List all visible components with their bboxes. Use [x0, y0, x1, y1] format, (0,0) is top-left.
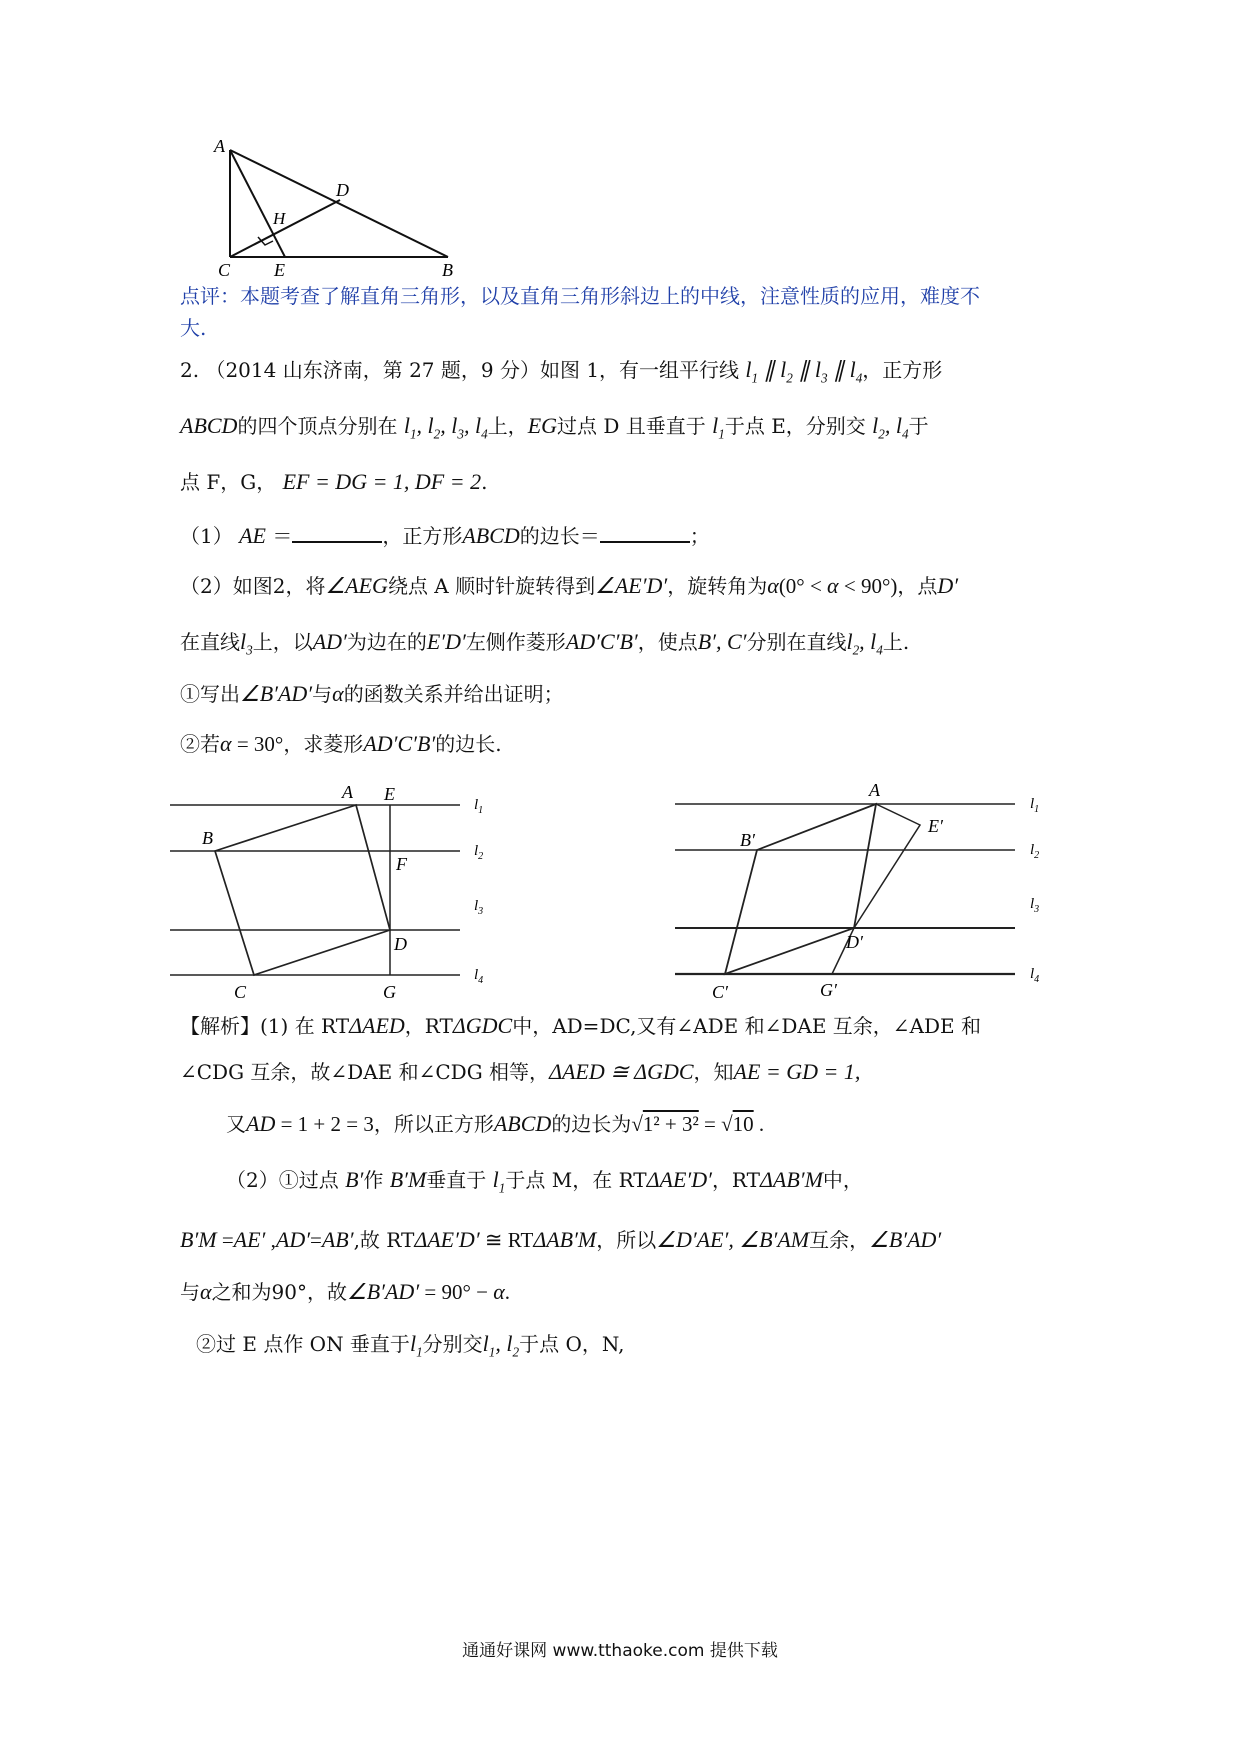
solution-text: 中，	[822, 1168, 863, 1192]
label-A: A	[214, 136, 225, 156]
label-G-prime: G′	[820, 980, 837, 1000]
label-B-prime: B′	[740, 830, 755, 850]
answer-blank-side[interactable]	[600, 523, 690, 543]
solution-text: 作	[363, 1168, 384, 1192]
label-H: H	[273, 209, 286, 228]
label-A: A	[342, 782, 353, 802]
label-D: D	[336, 180, 349, 200]
problem-text: 上.	[882, 630, 910, 654]
solution-text: 又	[226, 1112, 246, 1136]
label-F: F	[396, 854, 407, 874]
comment-line-1	[180, 282, 1060, 310]
solution-line-1: 【解析】(1) 在 RTΔAED，RTΔGDC中，AD=DC,又有∠ADE 和∠DAE 互余，∠ADE 和	[180, 1013, 982, 1038]
problem-source: （2014 山东济南，第 27 题，9 分）	[205, 358, 540, 382]
solution-text: 垂直于	[426, 1168, 487, 1192]
problem-text: 在直线	[180, 630, 240, 654]
solution-text: ，知	[693, 1060, 734, 1084]
problem-text: ①写出	[180, 682, 240, 706]
solution-text: （2）①过点	[226, 1168, 339, 1192]
problem-line-2: ABCD的四个顶点分别在 $l_1$, $l_2$, $l_3$, $l_4$上，EG过点 D 且垂直于 $l_1$于点 E，分别交 $l_2$, $l_4$于	[180, 413, 929, 442]
problem-text: ，旋转角为	[667, 574, 768, 598]
label-B: B	[202, 828, 213, 848]
question-2-line-1: （2）如图2，将∠AEG绕点 A 顺时针旋转得到∠AE′D′，旋转角为α(0° < α < 90°)，点D′	[180, 573, 959, 598]
question-number: （1）	[180, 524, 233, 548]
solution-text: ，所以正方形	[373, 1112, 494, 1136]
question-2-line-2: 在直线$l_3$上，以AD′为边在的E′D′左侧作菱形AD′C′B′，使点B′, C′分别在直线$l_2$, $l_4$上.	[180, 629, 910, 658]
problem-text: 的函数关系并给出证明；	[343, 682, 564, 706]
label-l3: $l_3$	[474, 898, 484, 917]
label-E-prime: E′	[928, 816, 943, 836]
label-l2: $l_2$	[1030, 842, 1040, 861]
label-l4: $l_4$	[1030, 966, 1040, 985]
problem-text: 点 F，G，	[180, 470, 277, 494]
label-C: C	[218, 260, 231, 280]
problem-text: 如图 1，有一组平行线	[539, 358, 740, 382]
solution-text: ∠CDG 互余，故∠DAE 和∠CDG 相等，	[180, 1060, 550, 1084]
problem-text: ，正方形	[382, 524, 463, 548]
comment-text-cont: 大.	[180, 316, 207, 340]
solution-text: ，RT	[404, 1014, 453, 1038]
subquestion-2: ②若α = 30°，求菱形AD′C′B′的边长.	[180, 731, 502, 756]
solution-text: ，所以	[596, 1228, 657, 1252]
label-A: A	[869, 780, 880, 800]
label-D-prime: D′	[846, 932, 863, 952]
solution-line-4: （2）①过点 B′作 B′M垂直于 $l_1$于点 M，在 RTΔAE′D′，RTΔAB′M中，	[226, 1167, 863, 1196]
problem-text: 的四个顶点分别在	[237, 414, 398, 438]
problem-text: ，求菱形	[283, 732, 364, 756]
label-C: C	[234, 982, 247, 1002]
solution-text: 之和为90°，故	[211, 1280, 348, 1304]
problem-text: .	[481, 470, 488, 494]
problem-text: 上，以	[252, 630, 313, 654]
problem-line-1: 2. （2014 山东济南，第 27 题，9 分）如图 1，有一组平行线 $l_1$ ∥ $l_2$ ∥ $l_3$ ∥ $l_4$，正方形	[180, 357, 943, 386]
label-D: D	[394, 934, 407, 954]
page-footer: 通通好课网 www.tthaoke.com 提供下载	[462, 1641, 778, 1661]
label-G: G	[383, 982, 396, 1002]
answer-blank-ae[interactable]	[292, 523, 382, 543]
solution-text: 中，AD=DC,又有∠ADE 和∠DAE 互余，∠ADE 和	[512, 1014, 982, 1038]
solution-text: 分别交	[422, 1332, 483, 1356]
solution-label: 【解析】	[180, 1014, 260, 1038]
solution-text: 与	[180, 1280, 200, 1304]
label-C-prime: C′	[712, 982, 728, 1002]
solution-text: 的边长为	[551, 1112, 632, 1136]
label-l4: $l_4$	[474, 967, 484, 986]
problem-text: 的边长＝	[519, 524, 600, 548]
comment-label: 点评：	[180, 284, 240, 308]
problem-number: 2.	[180, 358, 200, 382]
problem-text: 上，	[487, 414, 528, 438]
problem-text: ，使点	[637, 630, 698, 654]
solution-line-6: 与α之和为90°，故∠B′AD′ = 90° − α.	[180, 1279, 511, 1304]
label-l2: $l_2$	[474, 843, 484, 862]
problem-text: ②若	[180, 732, 220, 756]
label-l1: $l_1$	[474, 797, 484, 816]
subquestion-1: ①写出∠B′AD′与α的函数关系并给出证明；	[180, 681, 564, 706]
question-1: （1） AE ＝ ，正方形ABCD的边长＝ ；	[180, 523, 710, 548]
label-E: E	[384, 784, 395, 804]
problem-line-3	[180, 468, 1060, 496]
problem-text: 于	[908, 414, 929, 438]
problem-text: 绕点 A 顺时针旋转得到	[387, 574, 596, 598]
solution-text: (1) 在 RT	[260, 1014, 350, 1038]
problem-text: 为边在的	[346, 630, 427, 654]
solution-text: ，RT	[711, 1168, 760, 1192]
problem-text: 左侧作菱形	[465, 630, 566, 654]
problem-text: 与	[312, 682, 333, 706]
solution-text: ②过 E 点作 ON 垂直于	[196, 1332, 410, 1356]
comment-line-2	[180, 314, 1060, 342]
solution-line-5: B′M =AE′ ,AD′=AB′,故 RTΔAE′D′ ≅ RTΔAB′M，所以∠D′AE′, ∠B′AM互余，∠B′AD′	[180, 1227, 942, 1252]
label-l1: $l_1$	[1030, 796, 1040, 815]
given-lengths: EF = DG = 1, DF = 2	[282, 469, 482, 494]
solution-text: ,故 RT	[353, 1228, 415, 1252]
problem-text: 的边长.	[435, 732, 502, 756]
problem-text: 于点 E，分别交	[724, 414, 866, 438]
problem-text: 分别在直线	[746, 630, 847, 654]
solution-text: 于点 O，N,	[519, 1332, 625, 1356]
solution-line-3: 又AD = 1 + 2 = 3，所以正方形ABCD的边长为√1² + 3² = √10 .	[226, 1111, 765, 1136]
problem-text: 过点 D 且垂直于	[557, 414, 706, 438]
problem-text: ；	[689, 524, 710, 548]
problem-text: （2）如图2，将	[180, 574, 326, 598]
solution-line-7: ②过 E 点作 ON 垂直于$l_1$分别交$l_1$, $l_2$于点 O，N,	[196, 1331, 625, 1360]
label-l3: $l_3$	[1030, 896, 1040, 915]
problem-text: ，正方形	[862, 358, 943, 382]
label-B: B	[442, 260, 453, 280]
problem-text: ，点	[897, 574, 938, 598]
figure-1-square	[170, 780, 570, 1010]
comment-text: 本题考查了解直角三角形，以及直角三角形斜边上的中线，注意性质的应用，难度不	[240, 284, 980, 308]
solution-text: 互余，	[809, 1228, 870, 1252]
figure-2-rhombus	[670, 780, 1090, 1010]
solution-line-2: ∠CDG 互余，故∠DAE 和∠CDG 相等，ΔAED ≅ ΔGDC，知AE = GD = 1,	[180, 1059, 861, 1084]
solution-text: 于点 M，在 RT	[505, 1168, 647, 1192]
label-E: E	[274, 260, 285, 280]
